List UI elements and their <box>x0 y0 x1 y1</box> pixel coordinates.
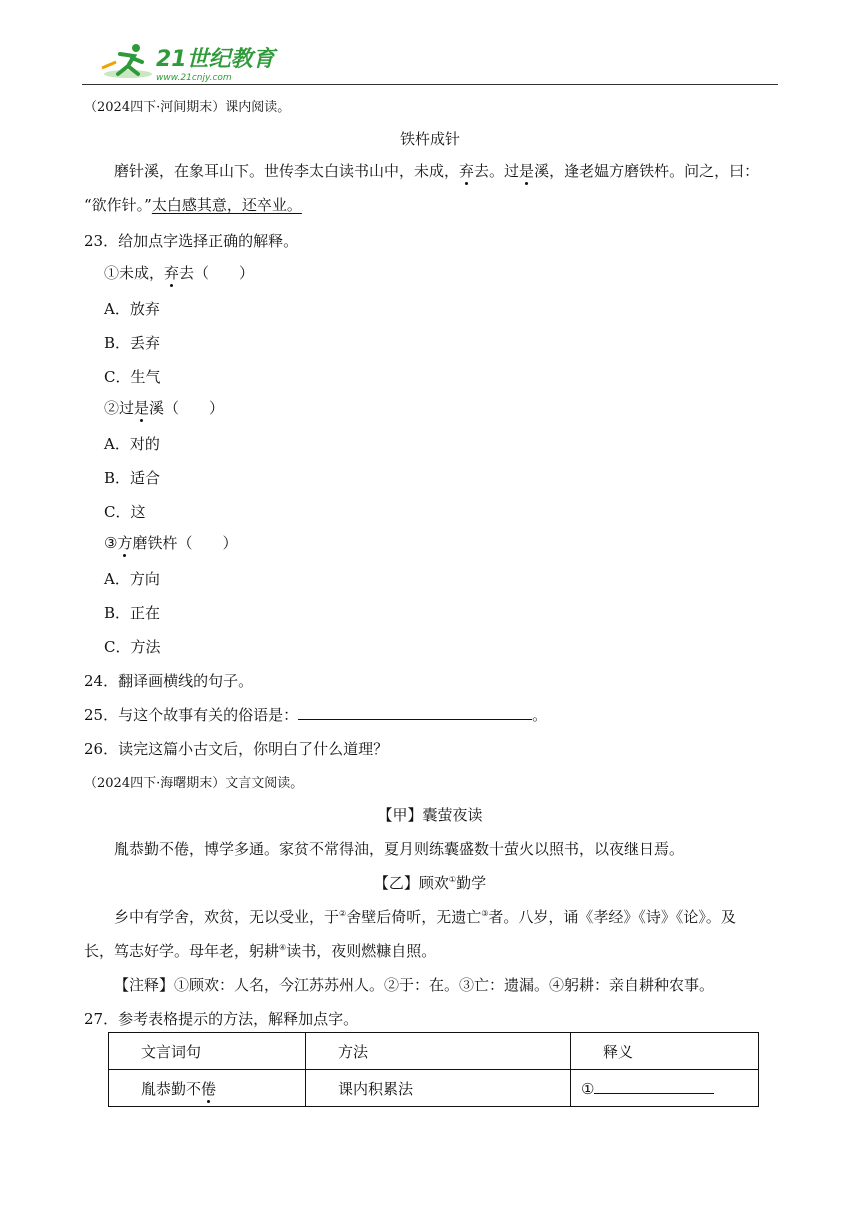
answer-table <box>108 1032 759 1107</box>
passage-paragraph-yi: 乡中有学舍，欢贫，无以受业，于②舍壁后倚听，无遗亡③者。八岁，诵《孝经》《诗》《论》。及 <box>114 908 736 926</box>
q23-sub-1: ①未成，弃去（ ） <box>104 264 255 282</box>
option-c: C．生气 <box>104 368 161 386</box>
passage-paragraph-jia: 胤恭勤不倦，博学多通。家贫不常得油，夏月则练囊盛数十萤火以照书，以夜继日焉。 <box>114 840 685 858</box>
q23-sub-2: ②过是溪（ ） <box>104 399 225 417</box>
table-cell: ① <box>571 1070 759 1107</box>
option-c: C．这 <box>104 503 146 521</box>
option-b: B．适合 <box>104 469 161 487</box>
underlined-sentence: 太白感其意，还卒业。 <box>151 196 302 214</box>
dotted-char: 是 <box>134 399 150 417</box>
table-header-cell: 文言词句 <box>109 1033 306 1070</box>
question-24: 24．翻译画横线的句子。 <box>84 672 254 690</box>
dotted-char: 是 <box>519 162 535 180</box>
passage-title-1: 铁杵成针 <box>399 130 460 148</box>
source-line-2: （2024四下·海曙期末）文言文阅读。 <box>84 776 304 791</box>
table-row <box>109 1070 759 1107</box>
table-header-cell: 释义 <box>571 1033 759 1070</box>
answer-blank[interactable] <box>298 705 532 720</box>
dotted-char: 弃 <box>164 264 180 282</box>
option-a: A．放弃 <box>104 300 160 318</box>
passage-paragraph-yi-cont: 长，笃志好学。母年老，躬耕④读书，夜则燃糠自照。 <box>84 942 437 960</box>
passage-paragraph-1: 磨针溪，在象耳山下。世传李太白读书山中，未成，弃去。过是溪，逢老媪方磨铁杵。问之，曰： <box>114 162 760 180</box>
logo-url: www.21cnjy.com <box>156 73 232 83</box>
logo-name: 21世纪教育 <box>156 47 275 72</box>
passage-title-yi: 【乙】顾欢①勤学 <box>373 874 487 892</box>
passage-paragraph-1-cont: “欲作针。”太白感其意，还卒业。 <box>84 196 302 214</box>
table-cell: 胤恭勤不倦 <box>109 1070 306 1107</box>
dotted-char: 方 <box>117 534 133 552</box>
answer-blank[interactable] <box>594 1079 714 1094</box>
annotation-note: 【注释】①顾欢：人名，今江苏苏州人。②于：在。③亡：遗漏。④躬耕：亲自耕种农事。 <box>114 976 715 994</box>
question-23: 23．给加点字选择正确的解释。 <box>84 232 299 250</box>
site-logo <box>98 40 288 84</box>
table-cell: 课内积累法 <box>306 1070 571 1107</box>
option-a: A．对的 <box>104 435 160 453</box>
q23-sub-3: ③方磨铁杵（ ） <box>104 534 238 552</box>
table-header-row <box>109 1033 759 1070</box>
option-a: A．方向 <box>104 570 160 588</box>
option-b: B．丢弃 <box>104 334 161 352</box>
header-divider <box>82 84 778 85</box>
passage-title-jia: 【甲】囊萤夜读 <box>377 806 483 824</box>
source-line-1: （2024四下·河间期末）课内阅读。 <box>84 100 291 115</box>
option-c: C．方法 <box>104 638 161 656</box>
dotted-char: 弃 <box>459 162 475 180</box>
option-b: B．正在 <box>104 604 161 622</box>
question-27: 27．参考表格提示的方法，解释加点字。 <box>84 1010 359 1028</box>
question-25: 25．与这个故事有关的俗语是： 。 <box>84 706 548 724</box>
table-header-cell: 方法 <box>306 1033 571 1070</box>
question-26: 26．读完这篇小古文后，你明白了什么道理？ <box>84 740 389 758</box>
runner-icon <box>102 44 152 78</box>
dotted-char: 倦 <box>201 1079 217 1098</box>
